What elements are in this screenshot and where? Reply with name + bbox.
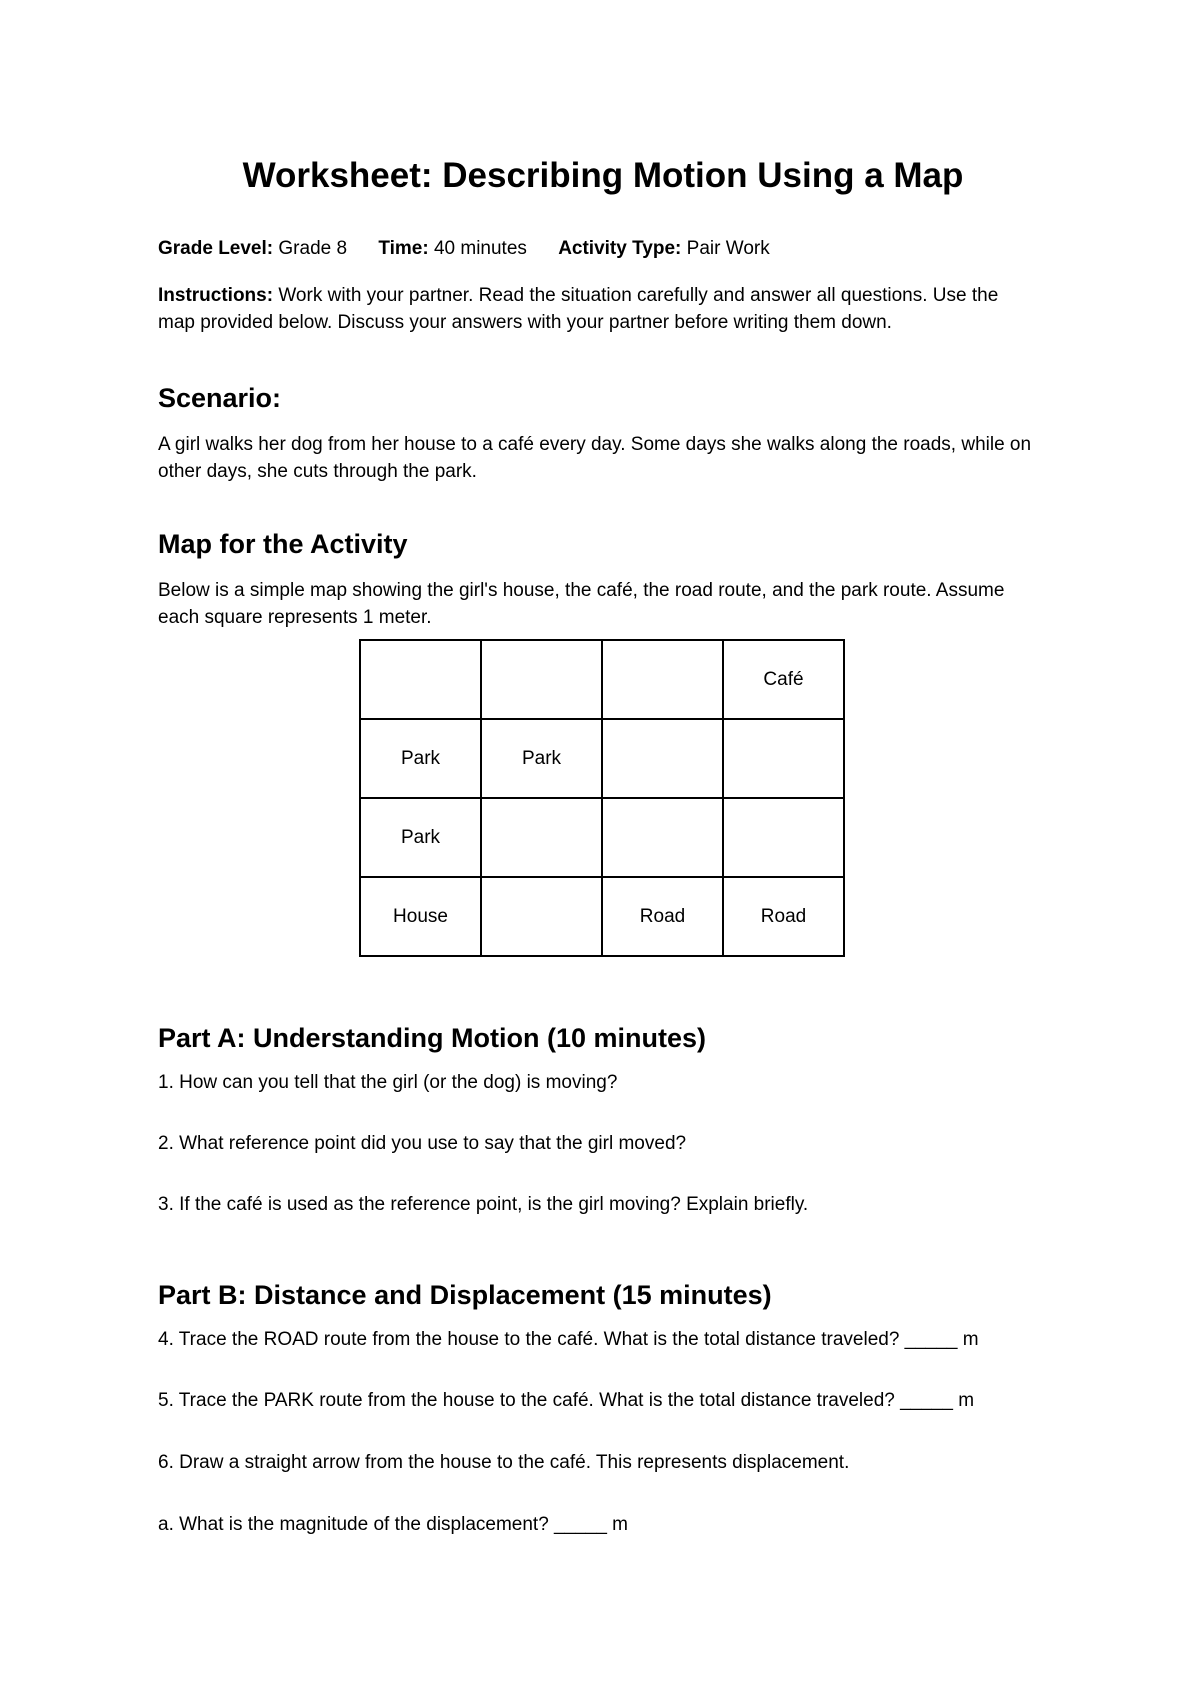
question-3: 3. If the café is used as the reference point, is the girl moving? Explain briefly. bbox=[158, 1194, 809, 1215]
map-cell: Road bbox=[723, 877, 844, 956]
scenario-heading: Scenario: bbox=[158, 383, 282, 413]
map-row bbox=[360, 877, 844, 956]
question-1: 1. How can you tell that the girl (or the dog) is moving? bbox=[158, 1072, 618, 1093]
map-row bbox=[360, 640, 844, 719]
activity-type bbox=[558, 238, 770, 259]
map-row bbox=[360, 719, 844, 798]
part-a-heading: Part A: Understanding Motion (10 minutes) bbox=[158, 1023, 707, 1053]
time-label: Time: bbox=[378, 238, 429, 259]
instructions bbox=[158, 282, 1038, 336]
map-row bbox=[360, 798, 844, 877]
question-6: 6. Draw a straight arrow from the house to the café. This represents displacement. bbox=[158, 1452, 850, 1473]
map-cell bbox=[602, 719, 723, 798]
map-cell bbox=[602, 798, 723, 877]
map-description: Below is a simple map showing the girl's house, the café, the road route, and the park route. Assume each square represents 1 meter. bbox=[158, 580, 1005, 628]
part-b-heading: Part B: Distance and Displacement (15 minutes) bbox=[158, 1280, 772, 1310]
question-2: 2. What reference point did you use to say that the girl moved? bbox=[158, 1133, 687, 1154]
map-cell: Road bbox=[602, 877, 723, 956]
map-cell: House bbox=[360, 877, 481, 956]
map-heading: Map for the Activity bbox=[158, 529, 408, 559]
map-cell: Park bbox=[360, 719, 481, 798]
question-5: 5. Trace the PARK route from the house to the café. What is the total distance traveled? _____ m bbox=[158, 1390, 975, 1411]
map-cell bbox=[360, 640, 481, 719]
page-title: Worksheet: Describing Motion Using a Map bbox=[242, 156, 964, 195]
map-cell: Park bbox=[481, 719, 602, 798]
map-cell bbox=[481, 877, 602, 956]
time-value: 40 minutes bbox=[433, 238, 527, 259]
question-4: 4. Trace the ROAD route from the house to the café. What is the total distance traveled? _____ m bbox=[158, 1329, 979, 1350]
map-cell: Café bbox=[723, 640, 844, 719]
map-cell bbox=[481, 640, 602, 719]
activity-type-value: Pair Work bbox=[686, 238, 770, 259]
grade-level-value: Grade 8 bbox=[278, 238, 348, 259]
question-6a: a. What is the magnitude of the displacement? _____ m bbox=[158, 1514, 628, 1535]
map-cell bbox=[481, 798, 602, 877]
worksheet-meta bbox=[158, 238, 796, 260]
map-cell bbox=[723, 798, 844, 877]
instructions-text: Work with your partner. Read the situation carefully and answer all questions. Use the map provided below. Discuss your answers with your partner before writing them down. bbox=[158, 285, 999, 333]
map-cell bbox=[723, 719, 844, 798]
scenario-text: A girl walks her dog from her house to a café every day. Some days she walks along the roads, while on other days, she cuts through the park. bbox=[158, 434, 1032, 482]
instructions-label: Instructions: bbox=[158, 285, 274, 306]
map-grid bbox=[359, 639, 845, 957]
map-cell bbox=[602, 640, 723, 719]
grade-level bbox=[158, 238, 347, 259]
activity-type-label: Activity Type: bbox=[558, 238, 682, 259]
grade-level-label: Grade Level: bbox=[158, 238, 274, 259]
map-cell: Park bbox=[360, 798, 481, 877]
time bbox=[378, 238, 527, 259]
